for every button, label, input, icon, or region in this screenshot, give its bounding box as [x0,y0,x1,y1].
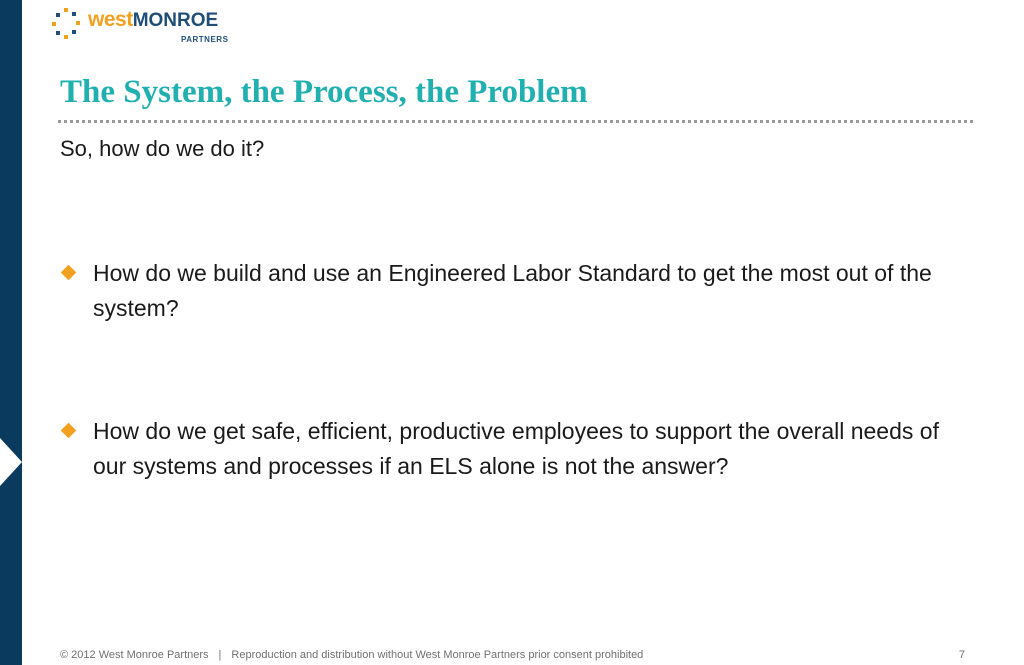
left-sidebar-bar [0,0,22,665]
footer-separator: | [218,649,222,661]
logo-word-west: west [88,8,133,31]
bullet-item [60,414,970,484]
footer-notice: Reproduction and distribution without West Monroe Partners prior consent prohibited [231,649,644,661]
logo-wordmark [88,8,218,32]
diamond-bullet-icon [61,265,77,281]
footer-copyright: © 2012 West Monroe Partners [60,649,209,661]
diamond-bullet-icon [61,423,77,439]
bullet-text: How do we build and use an Engineered Labor Standard to get the most out of the system? [93,260,932,321]
slide-subtitle: So, how do we do it? [60,136,265,161]
title-divider [58,120,973,123]
bullet-item [60,256,970,326]
logo-subline: PARTNERS [181,35,229,44]
logo-dots-icon [52,8,82,40]
bullet-list [60,256,970,484]
bullet-text: How do we get safe, efficient, productive employees to support the overall needs of our systems and processes if an ELS alone is not the answer? [93,418,939,479]
slide-footer [60,649,965,661]
page-number: 7 [958,649,965,661]
left-sidebar-notch [0,438,22,486]
company-logo [52,6,252,46]
slide-title: The System, the Process, the Problem [60,74,588,110]
logo-word-monroe: MONROE [132,10,219,31]
